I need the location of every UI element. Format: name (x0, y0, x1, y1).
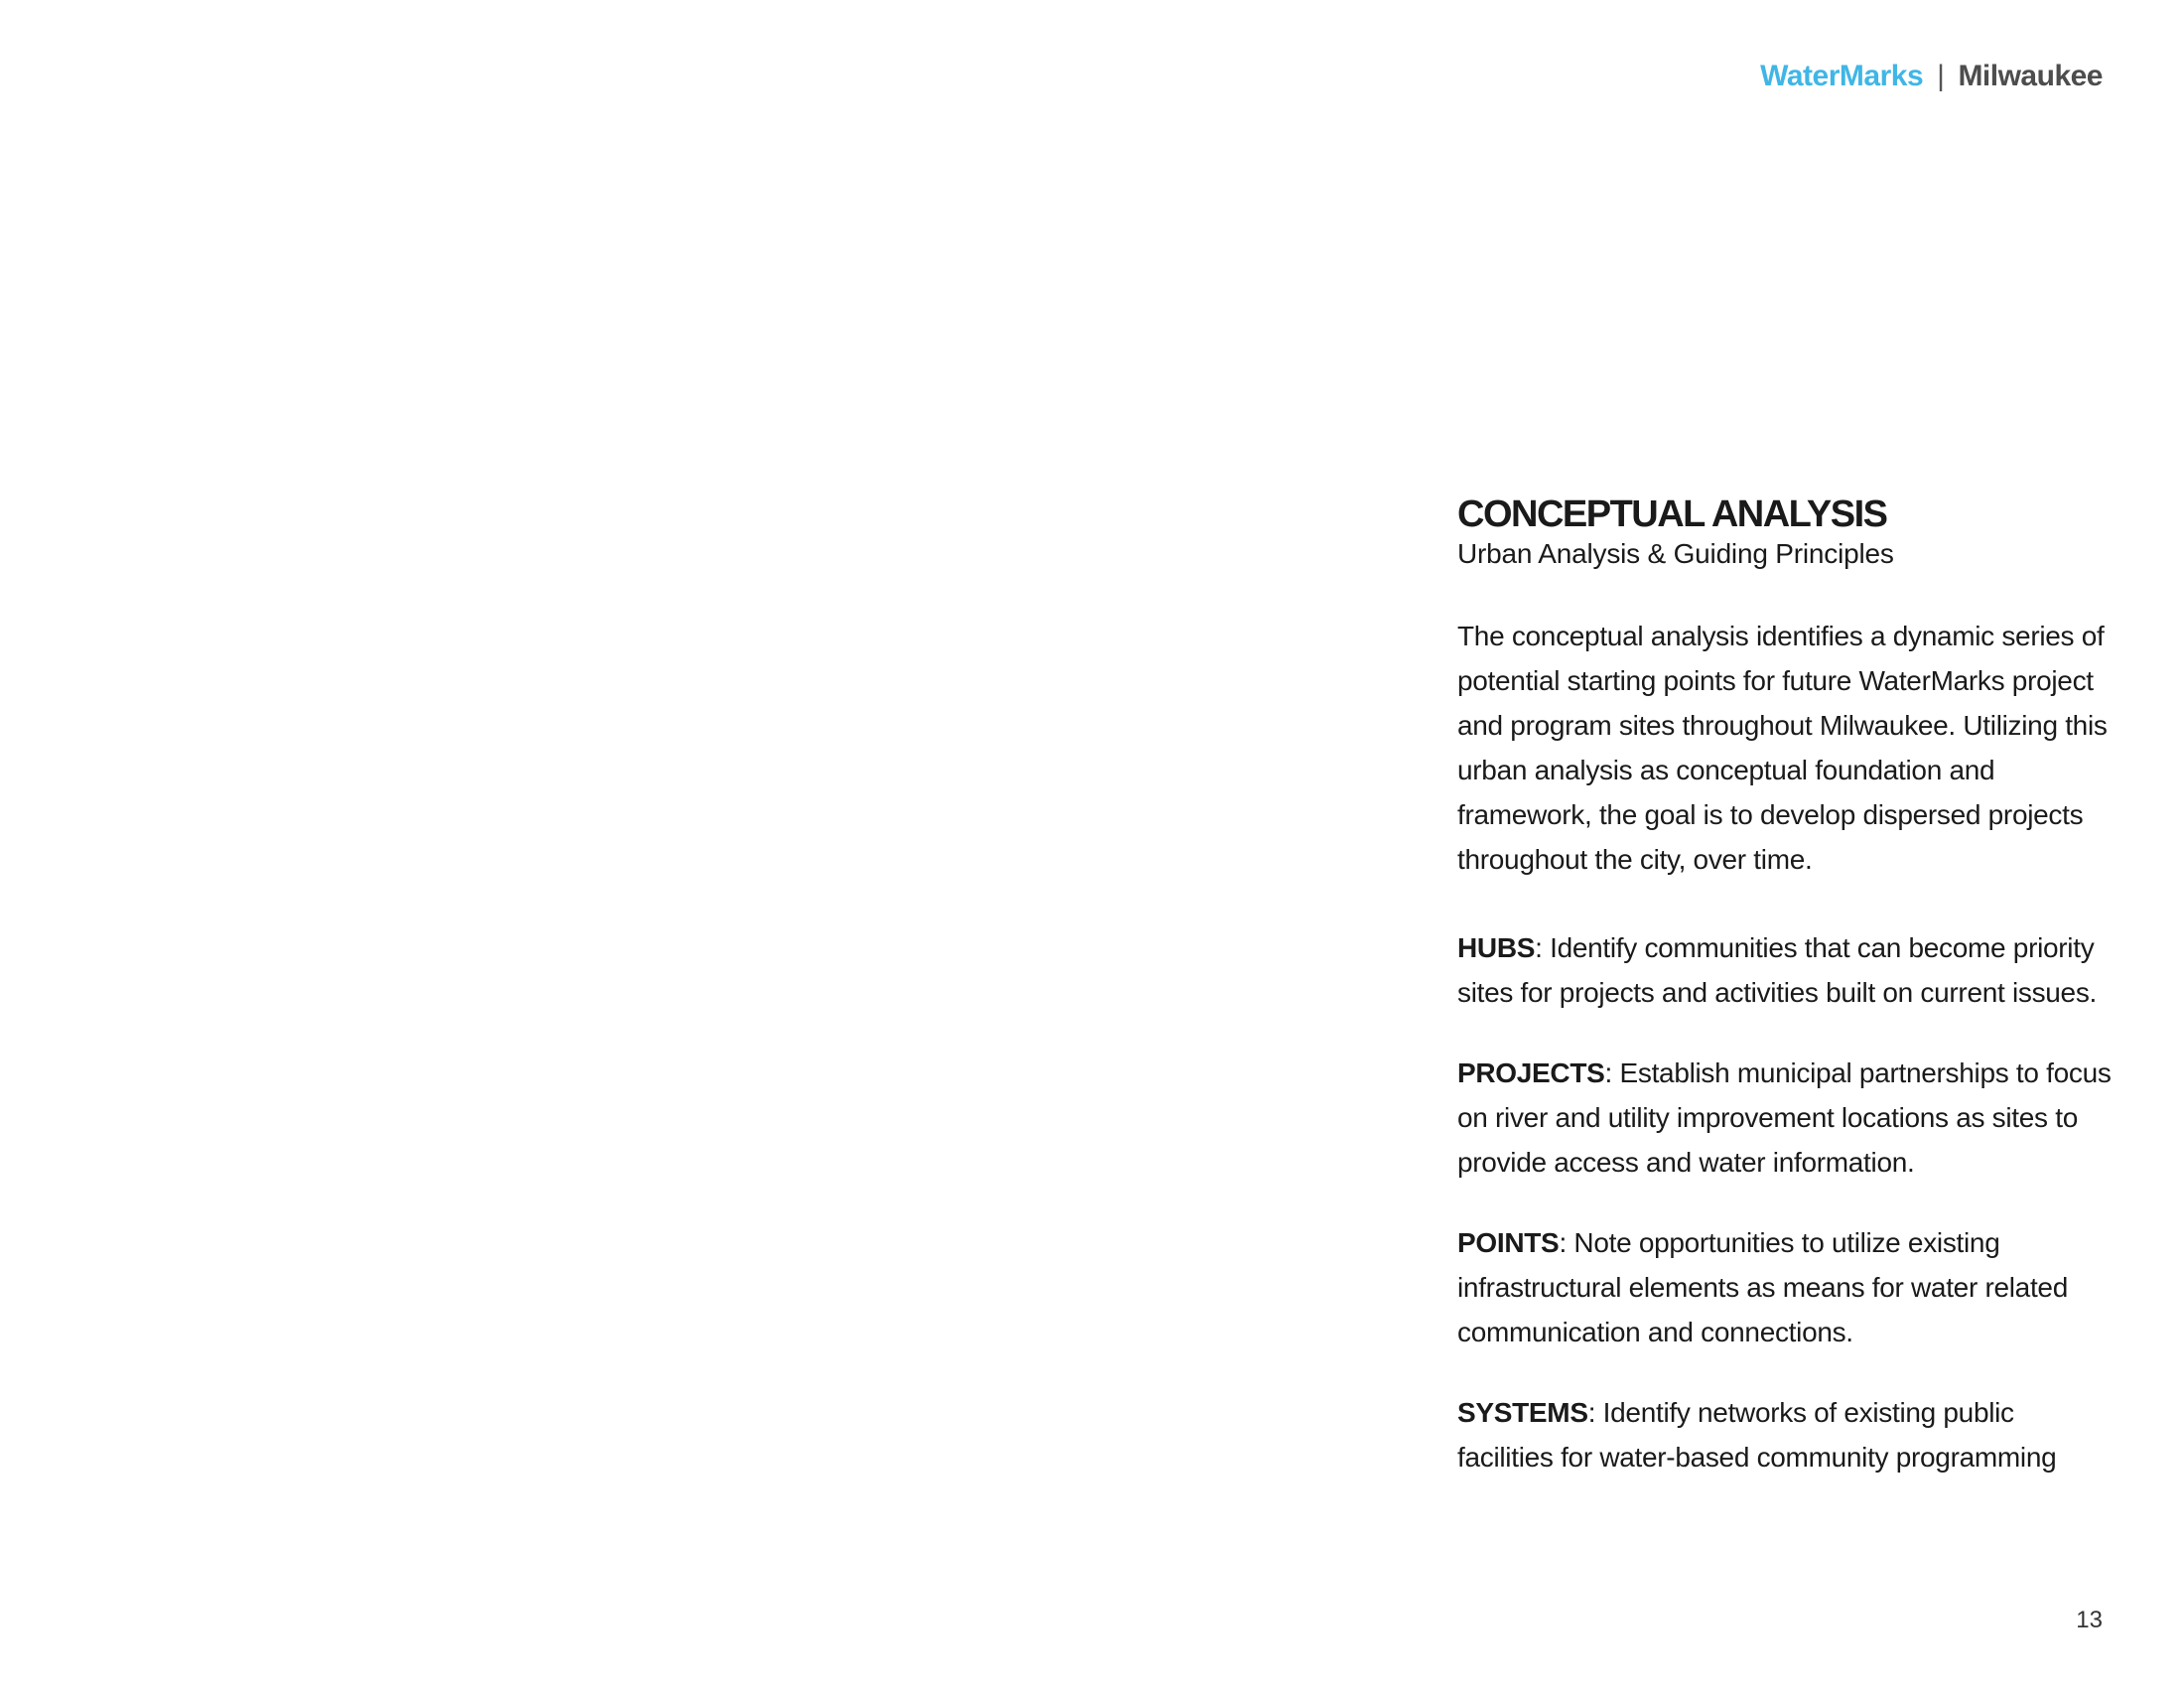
header-separator: | (1937, 60, 1945, 92)
principle-text: : Identify communities that can become priority sites for projects and activities built on current issues. (1457, 932, 2098, 1008)
intro-paragraph: The conceptual analysis identifies a dynamic series of potential starting points for future WaterMarks project and program sites throughout Milwaukee. Utilizing this urban analysis as conceptual foundation and framework, the goal is to develop dispersed projects throughout the city, over time. (1457, 621, 2108, 875)
principle-projects (1457, 1051, 2113, 1185)
section-title: CONCEPTUAL ANALYSIS (1457, 493, 1887, 535)
section-subtitle: Urban Analysis & Guiding Principles (1457, 538, 1894, 569)
page-number: 13 (2076, 1607, 2103, 1633)
principle-term: SYSTEMS (1457, 1397, 1588, 1428)
brand-name: WaterMarks (1760, 60, 1924, 92)
city-name: Milwaukee (1958, 60, 2103, 92)
principle-text: : Identify networks of existing public facilities for water-based community programming (1457, 1397, 2057, 1473)
principle-text: : Note opportunities to utilize existing infrastructural elements as means for water related communication and connections. (1457, 1227, 2068, 1347)
section-content (1457, 492, 2113, 1515)
principle-term: PROJECTS (1457, 1057, 1605, 1088)
principle-term: HUBS (1457, 932, 1536, 963)
principle-systems (1457, 1390, 2113, 1479)
principle-term: POINTS (1457, 1227, 1560, 1258)
principle-text: : Establish municipal partnerships to focus on river and utility improvement locations as sites to provide access and water information. (1457, 1057, 2112, 1178)
principle-hubs (1457, 925, 2113, 1015)
page-header (1760, 60, 2103, 93)
principle-points (1457, 1220, 2113, 1354)
